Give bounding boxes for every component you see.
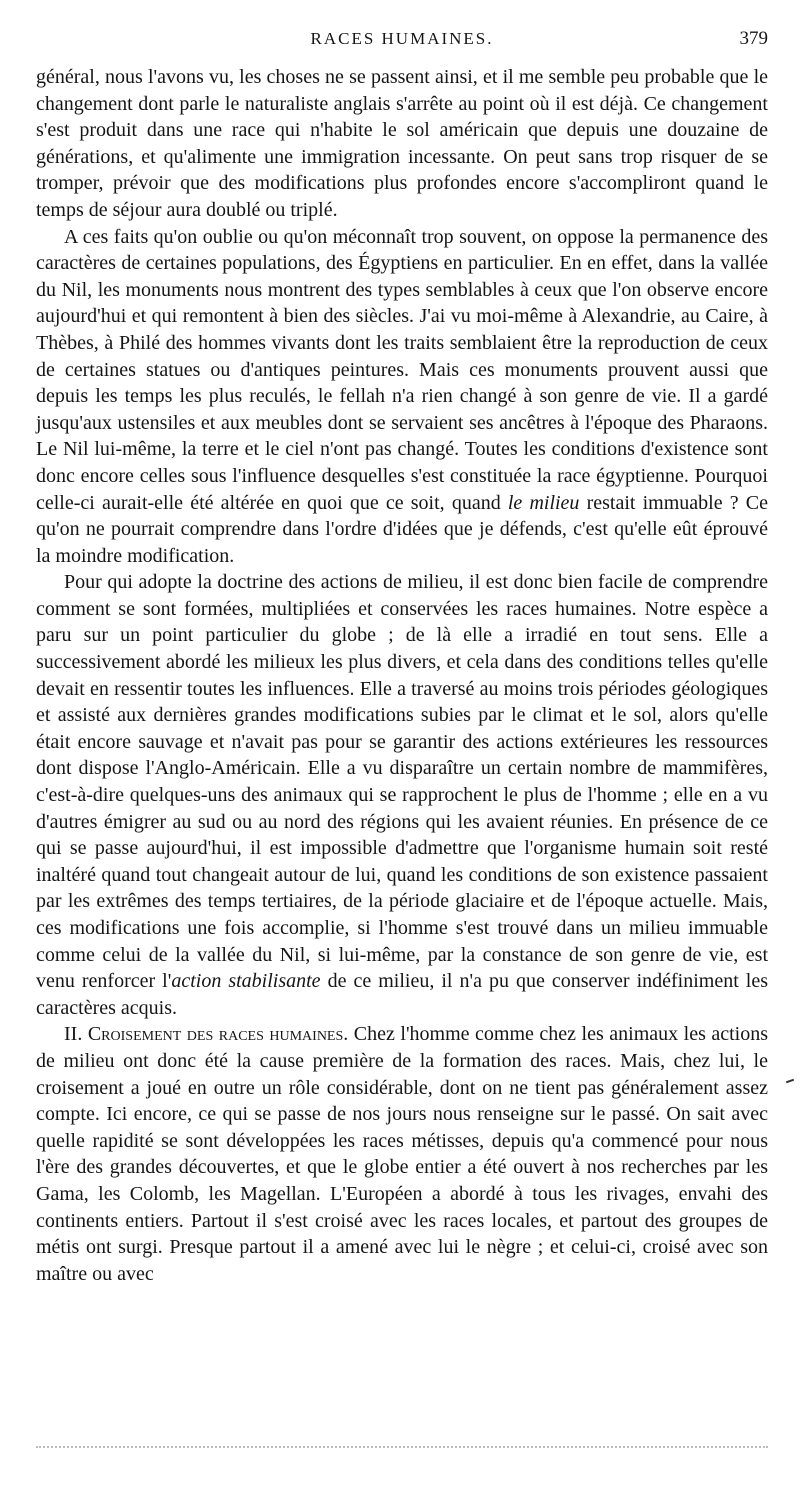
section-number: II. [64, 1023, 83, 1046]
paragraph-1 [36, 64, 768, 224]
paragraph-2 [36, 224, 768, 570]
paragraph-1-text: général, nous l'avons vu, les choses ne se passent ainsi, et il me semble peu probable que le changement dont parle le naturaliste anglais s'arrête au point où il est déjà. Ce changement s'est produit dans une race qui n'habite le sol américain que depuis une douzaine de générations, et qu'alimente une immigration incessante. On peut sans trop risquer de se tromper, prévoir que des modifications plus profondes encore s'accompliront quand le temps de séjour aura doublé ou triplé. [36, 66, 768, 221]
paragraph-2-text-after: restait immuable ? Ce qu'on ne pourrait comprendre dans l'ordre d'idées que je défends, c'est qu'elle eût éprouvé la moindre modification. [36, 491, 768, 567]
margin-mark [786, 1079, 794, 1084]
paragraph-2-italic: le milieu [507, 491, 580, 514]
paragraph-3-italic: action stabilisante [171, 970, 321, 993]
book-page [36, 0, 768, 1287]
running-head [36, 0, 768, 49]
paragraph-2-text: A ces faits qu'on oublie ou qu'on méconnaît trop souvent, on oppose la permanence des caractères de certaines populations, des Égyptiens en particulier. En en effet, dans la vallée du Nil, les monuments nous montrent des types semblables à ceux que l'on observe encore aujourd'hui et qui remontent à bien des siècles. J'ai vu moi-même à Alexandrie, au Caire, à Thèbes, à Philé des hommes vivants dont les traits semblaient être la reproduction de ceux de certaines statues ou d'antiques peintures. Mais ces monuments prouvent aussi que depuis les temps les plus reculés, le fellah n'a rien changé à son genre de vie. Il a gardé jusqu'aux ustensiles et aux meubles dont se servaient ses ancêtres à l'époque des Pharaons. Le Nil lui-même, la terre et le ciel n'ont pas changé. Toutes les conditions d'existence sont donc encore celles sous l'influence desquelles s'est constituée la race égyptienne. Pourquoi celle-ci aurait-elle été altérée en quoi que ce soit, quand [36, 225, 768, 514]
body-text [36, 64, 768, 1287]
page-number: 379 [739, 28, 768, 49]
paragraph-3-text: Pour qui adopte la doctrine des actions de milieu, il est donc bien facile de comprendre comment se sont formées, multipliées et conservées les races humaines. Notre espèce a paru sur un point particulier du globe ; de là elle a irradié en tout sens. Elle a successivement abordé les milieux les plus divers, et cela dans des conditions telles qu'elle devait en ressentir toutes les influences. Elle a traversé au moins trois périodes géologiques et assisté aux dernières grandes modifications subies par le climat et le sol, alors qu'elle était encore sauvage et n'avait pas pour se garantir des actions extérieures les ressources dont dispose l'Anglo-Américain. Elle a vu disparaître un certain nombre de mammifères, c'est-à-dire quelques-uns des animaux qui se rapprochent le plus de l'homme ; elle en a vu d'autres émigrer au sud ou au nord des régions qui les avaient réunies. En présence de ce qui se passe aujourd'hui, il est impossible d'admettre que l'organisme humain soit resté inaltéré quand tout changeait autour de lui, quand les conditions de son existence passaient par les extrêmes des temps tertiaires, de la période glaciaire et de l'époque actuelle. Mais, ces modifications une fois accomplie, si l'homme s'est trouvé dans un milieu immuable comme celui de la vallée du Nil, si lui-même, par la constance de son genre de vie, est venu renforcer l' [36, 571, 768, 993]
paragraph-4 [36, 1021, 768, 1287]
section-heading: Croisement des races humaines. [87, 1023, 349, 1046]
paragraph-4-text: Chez l'homme comme chez les animaux les actions de milieu ont donc été la cause première de la formation des races. Mais, chez lui, le croisement a joué en outre un rôle considérable, dont on ne tient pas généralement assez compte. Ici encore, ce qui se passe de nos jours nous renseigne sur le passé. On sait avec quelle rapidité se sont développées les races métisses, depuis qu'a commencé pour nous l'ère des grandes découvertes, et que le globe entier a été ouvert à nos recherches par les Gama, les Colomb, les Magellan. L'Européen a abordé à tous les rivages, envahi des continents entiers. Partout il s'est croisé avec les races locales, et partout des groupes de métis ont surgi. Presque partout il a amené avec lui le nègre ; et celui-ci, croisé avec son maître ou avec [36, 1023, 769, 1285]
running-title: RACES HUMAINES. [310, 29, 494, 48]
paragraph-3-text-after: de ce milieu, il n'a pu que conserver indéfiniment les caractères acquis. [36, 970, 769, 1019]
footer-dotted-line [36, 1446, 768, 1450]
paragraph-3 [36, 569, 768, 1021]
